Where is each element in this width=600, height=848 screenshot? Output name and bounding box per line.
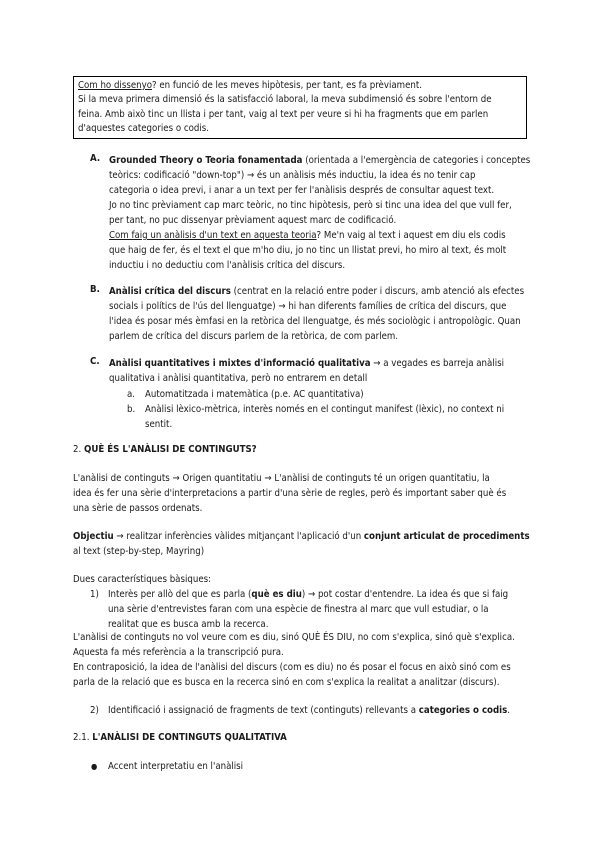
- paragraph-origin: L'anàlisi de continguts → Origen quantitatiu → L'anàlisi de continguts té un origen quantitatiu, la idea és fer una sèrie d'interpretacions a partir d'una sèrie de regles, però és important saber què és una sèrie de passos ordenats.: [73, 473, 507, 514]
- section-a: Grounded Theory o Teoria fonamentada (orientada a l'emergència de categories i conceptes teòrics: codificació "down-top") → és un anàlisis més inductiu, la idea és no tenir cap categoria o idea previ, i anar a un text per fer l'anàlisis després de consultar aquest text. Jo no tinc prèviament cap marc teòric, no tinc hipòtesis, però si tinc una idea del que vull fer, per tant, no puc dissenyar prèviament aquest marc de codificació. Com faig un anàlisis d'un text en aquesta teoria? Me'n vaig al text i aquest em diu els codis que haig de fer, és el text el que m'ho diu, jo no tinc un llistat previ, ho miro al text, és molt inductiu i no deductiu com l'anàlisis crítica del discurs.: [109, 155, 531, 271]
- item-2-marker: 2): [90, 705, 99, 716]
- objective-label: Objectiu: [73, 531, 114, 542]
- section-c-marker: C.: [90, 356, 100, 367]
- paragraph-objective: Objectiu → realitzar inferències vàlides mitjançant l'aplicació d'un conjunt articulat de procediments al text (step-by-step, Mayring): [73, 531, 530, 557]
- heading-2: [73, 442, 257, 457]
- heading-2-1-title: L'ANÀLISI DE CONTINGUTS QUALITATIVA: [92, 732, 287, 743]
- section-c-title: Anàlisi quantitatives i mixtes d'informació qualitativa: [109, 358, 371, 369]
- heading-2-1-number: 2.1.: [73, 732, 93, 743]
- heading-2-1: [73, 730, 287, 745]
- heading-2-number: 2.: [73, 444, 84, 455]
- box-line-3: feina. Amb això tinc un llista i per tant, vaig al text per veure si hi ha fragments que em parlen: [78, 108, 489, 120]
- section-c: Anàlisi quantitatives i mixtes d'informació qualitativa → a vegades es barreja anàlisi qualitativa i anàlisi quantitativa, però no entrarem en detall: [109, 358, 504, 384]
- heading-2-title: QUÈ ÉS L'ANÀLISI DE CONTINGUTS?: [83, 444, 257, 455]
- box-link: Com ho dissenyo: [78, 80, 152, 91]
- characteristic-item-1: Interès per allò del que es parla (què es diu) → pot costar d'entendre. La idea és que si faig una sèrie d'entrevistes faran com una espècie de finestra al marc que vull estudiar, o la realitat que es busca amb la recerca.: [108, 589, 509, 630]
- section-b-title: Anàlisi crítica del discurs: [109, 286, 231, 297]
- bullet-item-1: Accent interpretatiu en l'anàlisi: [108, 761, 244, 772]
- bullet-dot-icon: ●: [91, 762, 98, 771]
- sub-b-marker: b.: [127, 404, 136, 415]
- section-a-marker: A.: [90, 153, 101, 164]
- section-b-marker: B.: [90, 284, 100, 295]
- section-a-link: Com faig un anàlisis d'un text en aquesta teoria: [109, 230, 317, 241]
- box-line-4: d'aquestes categories o codis.: [78, 122, 209, 134]
- sub-item-a: Automatitzada i matemàtica (p.e. AC quantitativa): [145, 389, 364, 400]
- sub-a-marker: a.: [127, 389, 136, 400]
- box-line-1: Com ho dissenyo? en funció de les meves hipòtesis, per tant, es fa prèviament.: [78, 80, 422, 91]
- section-b: Anàlisi crítica del discurs (centrat en la relació entre poder i discurs, amb atenció als efectes socials i polítics de l'ús del llenguatge) → hi han diferents famílies de crítica del discurs, que l'idea és posar més èmfasi en la retòrica del llenguatge, és més sociològic i antropològic. Quan parlem de crítica del discurs parlem de la retòrica, de com parlem.: [109, 286, 525, 342]
- paragraph-content-vs-discourse: L'anàlisi de continguts no vol veure com es diu, sinó QUÈ ÉS DIU, no com s'explica, sinó què s'explica. Aquesta fa més referència a la transcripció pura. En contraposició, la idea de l'anàlisi del discurs (com es diu) no és posar el focus en això sinó com es parla de la relació que es busca en la recerca sinó en com s'explica la realitat a analitzar (discurs).: [73, 632, 515, 688]
- sub-item-b: Anàlisi lèxico-mètrica, interès només en el contingut manifest (lèxic), no context ni sentit.: [145, 404, 505, 430]
- item-1-marker: 1): [90, 589, 99, 600]
- section-a-title: Grounded Theory o Teoria fonamentada: [109, 155, 303, 166]
- boxed-note: [73, 76, 527, 139]
- box-line-2: Si la meva primera dimensió és la satisfacció laboral, la meva subdimensió és sobre l'entorn de: [78, 94, 492, 106]
- characteristics-intro: Dues característiques bàsiques:: [73, 574, 212, 585]
- characteristic-item-2: Identificació i assignació de fragments de text (continguts) rellevants a categories o codis.: [108, 705, 511, 716]
